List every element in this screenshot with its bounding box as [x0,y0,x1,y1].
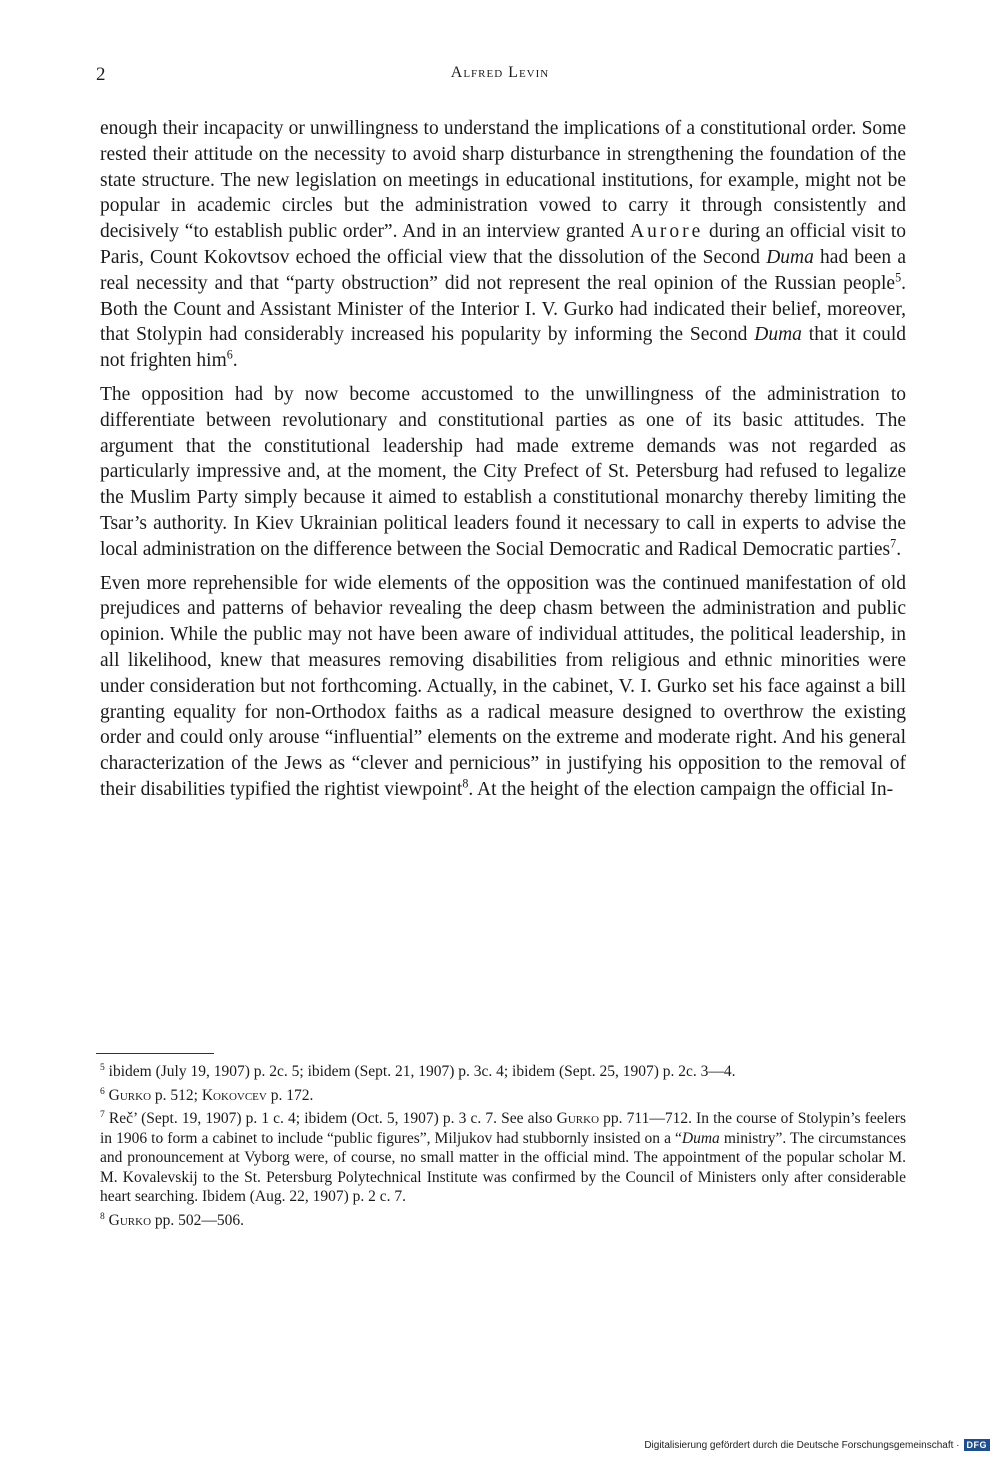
footnote-text: p. 172. [266,1086,314,1104]
text-run: during an official visit to Paris, Count Kokovtsov echoed the official view that the dissolution of the Second [100,221,906,268]
body-text [100,116,906,811]
footnote-number: 7 [100,1108,105,1120]
footnote-8 [100,1211,906,1231]
footnote-number: 8 [100,1210,105,1222]
text-run: . [896,538,902,560]
footnote-number: 5 [100,1061,105,1073]
italic-term: Duma [754,324,802,346]
newspaper-name: Aurore [630,221,704,243]
footnote-7 [100,1109,906,1207]
text-run: . Both the Count and Assistant Minister of the Interior I. V. Gurko had indicated their belief, moreover, that Stolypin had considerably increased his popularity by informing the Second [100,272,906,346]
footnote-ref[interactable]: 8 [462,776,469,791]
footnote-ref[interactable]: 6 [226,347,233,362]
italic-term: Duma [766,246,814,268]
text-run: The opposition had by now become accustomed to the unwillingness of the administration to differentiate between revolutionary and constitutional parties as one of its basic attitudes. The argument that the constitutional leadership had made extreme demands was not regarded as particularly impressive and, at the moment, the City Prefect of St. Petersburg had refused to legalize the Muslim Party simply because it aimed to establish a constitutional monarchy thereby limiting the Tsar’s authority. In Kiev Ukrainian political leaders found it necessary to call in experts to advise the local administration on the difference between the Social Democratic and Radical Democratic parties [100,383,906,560]
dfg-logo-icon: DFG [964,1439,991,1451]
digitization-credit [644,1439,990,1451]
footnote-text: pp. 711—712. In the course of Stolypin’s feelers in 1906 to form a cabinet to include “public figures”, Miljukov had stubbornly insisted on a “ [100,1110,906,1147]
author-name: Kokovcev [201,1086,267,1104]
text-run: enough their incapacity or unwillingness to understand the implications of a constitutional order. Some rested their attitude on the necessity to avoid sharp disturbance in strengthening the foundation of the state structure. The new legislation on meetings in educational institutions, for example, might not be popular in academic circles but the administration vowed to carry it through consistently and decisively “to establish public order”. And in an interview granted [100,118,906,243]
paragraph-2 [100,382,906,563]
footnote-text: p. 512; [151,1086,202,1104]
footnote-text: ministry”. The circumstances and pronouncement at Vyborg were, of course, no small matter in the official mind. The appointment of the popular scholar M. M. Kovalevskij to the St. Petersburg Polytechnical Institute was confirmed by the Council of Ministers only after considerable heart searching. Ibidem (Aug. 22, 1907) p. 2 c. 7. [100,1129,906,1205]
text-run: . At the height of the election campaign the official In- [468,778,894,800]
paragraph-3 [100,571,906,803]
italic-term: Duma [681,1129,720,1147]
text-run: Even more reprehensible for wide elements of the opposition was the continued manifestation of old prejudices and patterns of behavior revealing the deep chasm between the administration and public opinion. While the public may not have been aware of individual attitudes, the political leadership, in all likelihood, knew that measures removing disabilities from religious and ethnic minorities were under consideration but not forthcoming. Actually, in the cabinet, V. I. Gurko set his face against a bill granting equality for non-Orthodox faiths as a radical measure designed to overthrow the existing order and could only arouse “influential” elements on the extreme and moderate right. And his general characterization of the Jews as “clever and pernicious” in justifying his opposition to the removal of their disabilities typified the rightist viewpoint [100,572,906,800]
footnote-ref[interactable]: 7 [890,536,897,551]
footnotes [100,1062,906,1234]
text-run: . [232,350,238,372]
footnote-5 [100,1062,906,1082]
footnote-ref[interactable]: 5 [895,270,902,285]
footnote-number: 6 [100,1085,105,1097]
author-name: Gurko [108,1086,152,1104]
footnote-text: Reč’ (Sept. 19, 1907) p. 1 c. 4; ibidem (Oct. 5, 1907) p. 3 c. 7. See also [104,1110,557,1127]
text-run: had been a real necessity and that “party obstruction” did not represent the real opinion of the Russian people [100,246,906,294]
footnote-6 [100,1086,906,1106]
credit-text: Digitalisierung gefördert durch die Deutsche Forschungsgemeinschaft · [644,1439,960,1451]
page-number: 2 [96,64,106,85]
footnote-text: pp. 502—506. [151,1211,245,1229]
author-name: Gurko [108,1211,152,1229]
text-run: that it could not frighten him [100,324,906,372]
running-head: Alfred Levin [450,64,550,81]
author-name: Gurko [556,1110,600,1127]
paragraph-1 [100,116,906,374]
footnote-divider [96,1053,214,1054]
footnote-text: ibidem (July 19, 1907) p. 2c. 5; ibidem (Sept. 21, 1907) p. 3c. 4; ibidem (Sept. 25, 1907) p. 2c. 3—4. [104,1063,736,1080]
